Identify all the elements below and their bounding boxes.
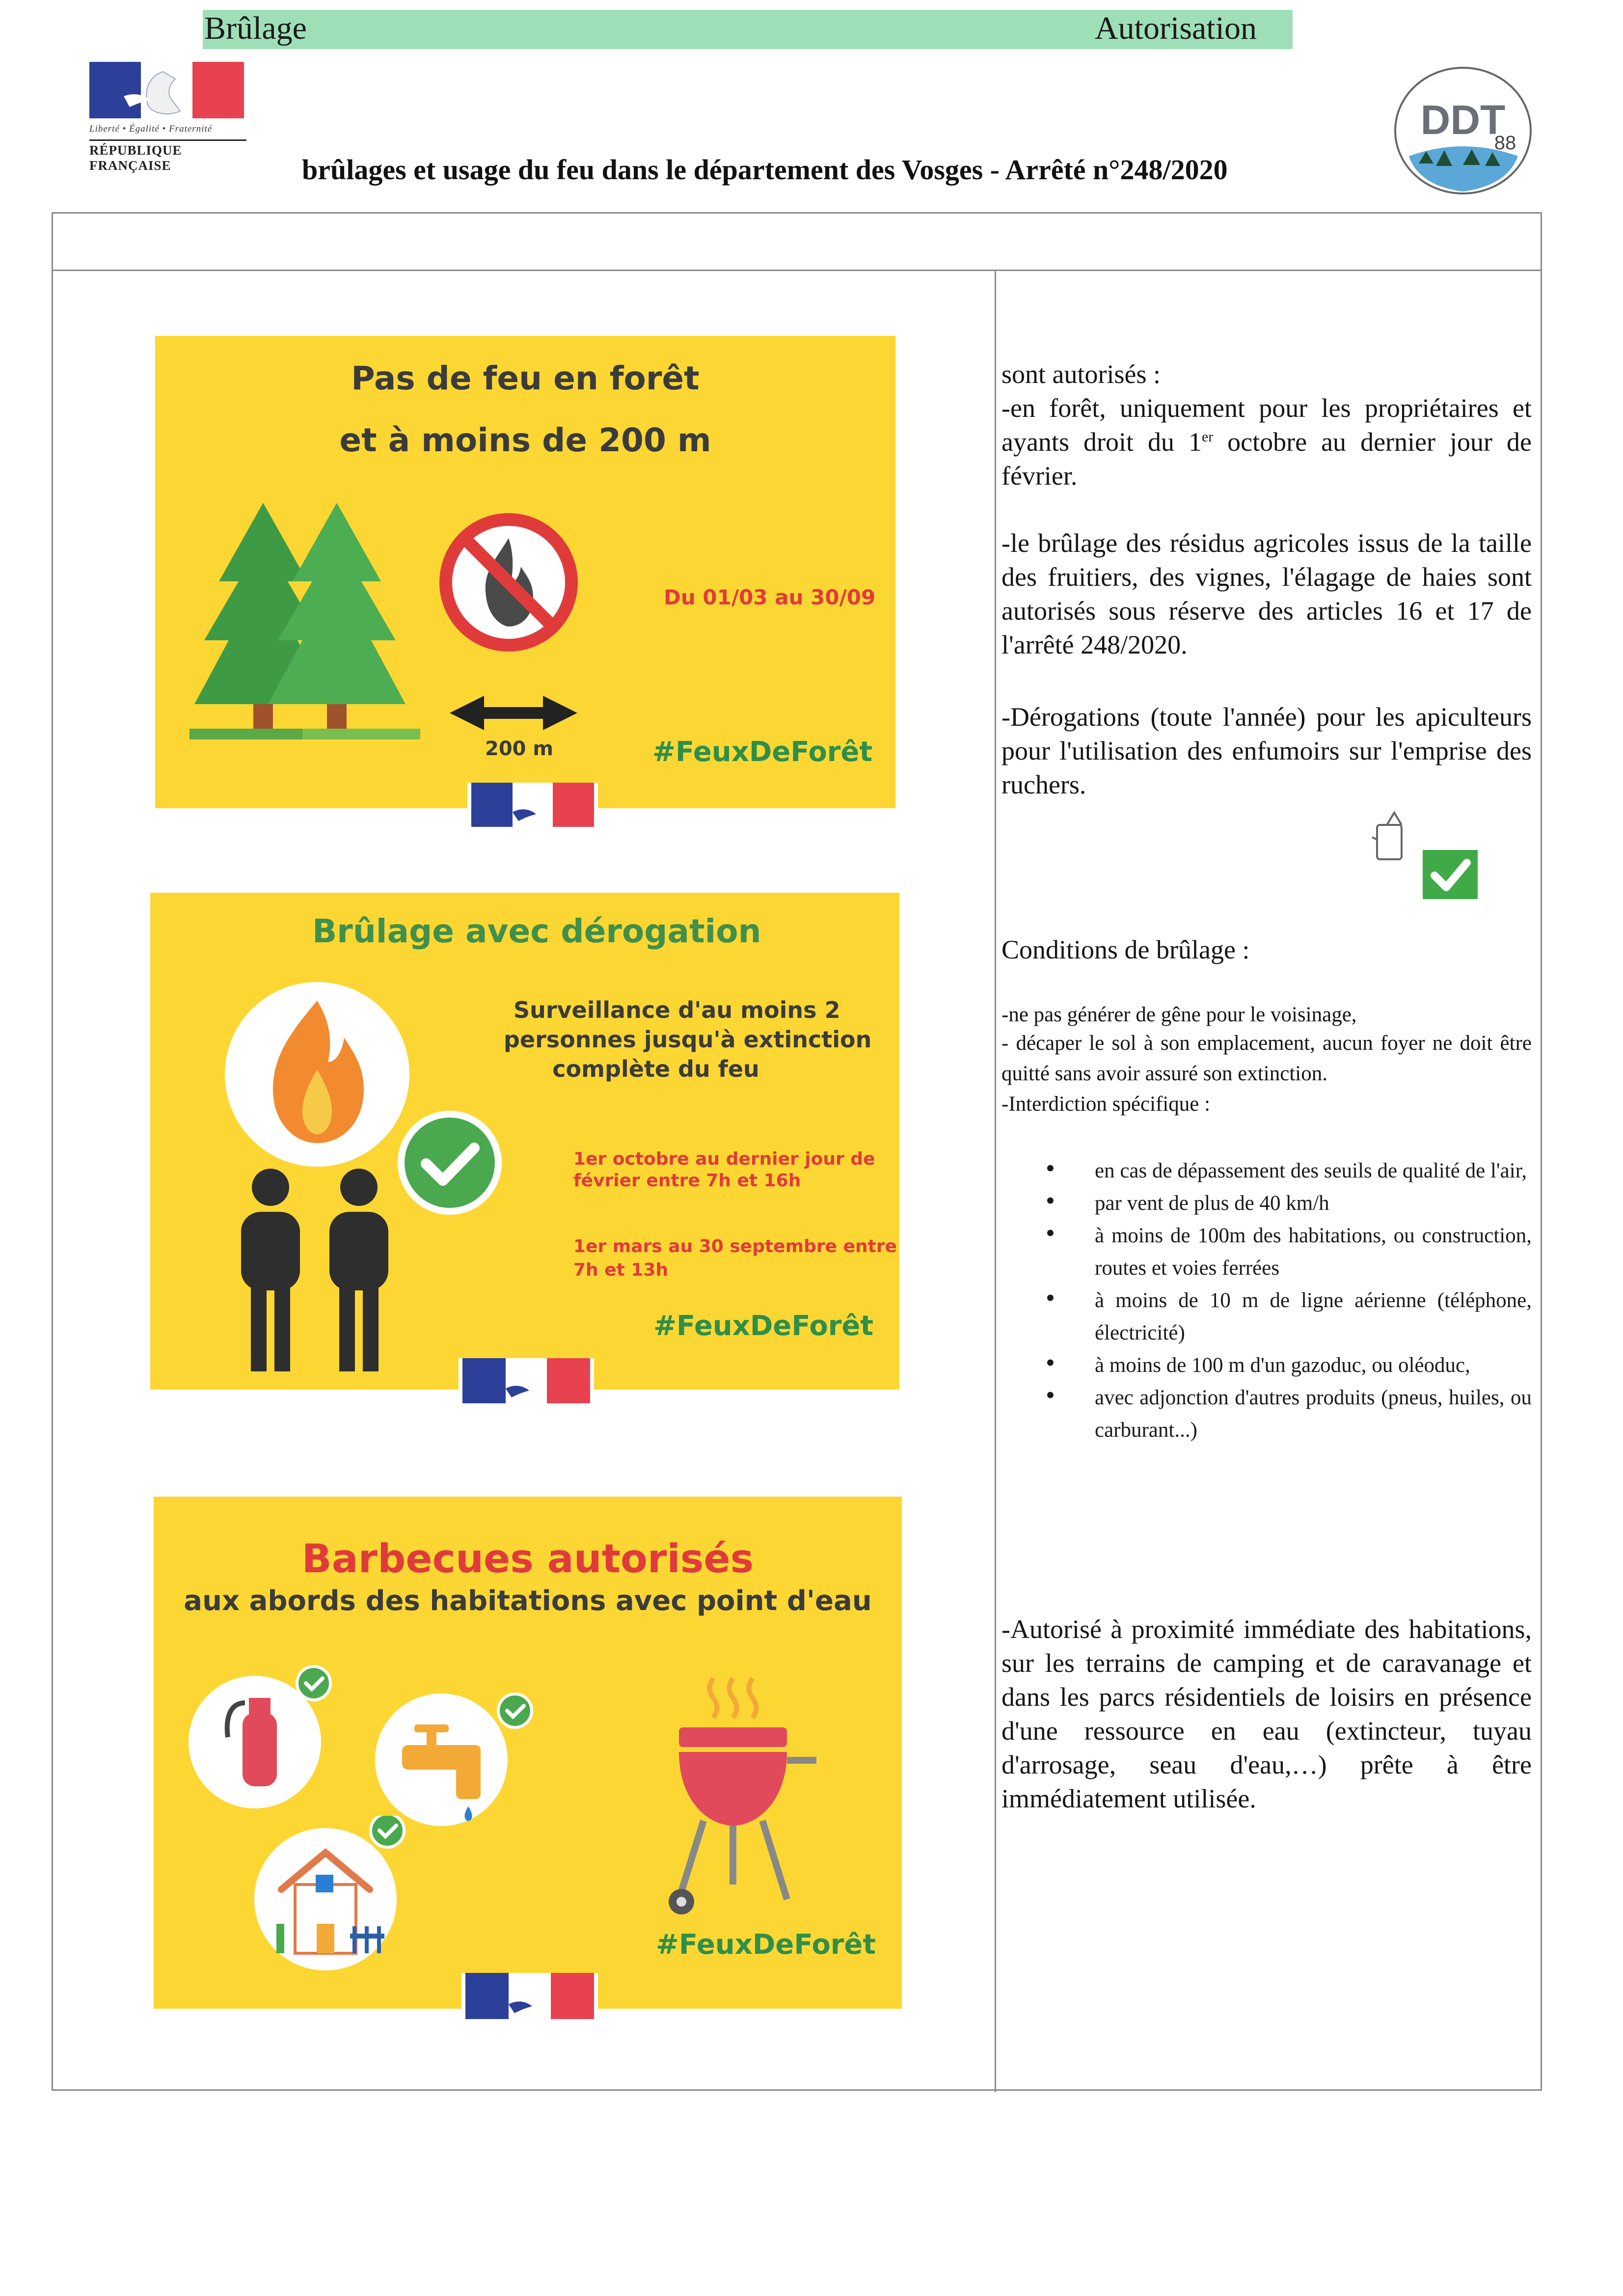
poster-forest-title-line1: Pas de feu en forêt: [351, 359, 700, 397]
poster-derogation-title: Brûlage avec dérogation: [312, 912, 761, 950]
ban-list: [1046, 1155, 1532, 1447]
agricultural-rule: -le brûlage des résidus agricoles issus de la taille des fruitiers, des vignes, l'élagage de haies sont autorisés sous réserve des articles 16 et 17 de l'arrêté 248/2020.: [1001, 528, 1532, 659]
condition-neighbourhood: -ne pas générer de gêne pour le voisinage,: [1001, 1003, 1357, 1026]
poster-barbecue: [154, 1497, 902, 2009]
table-divider-vertical: [995, 270, 996, 2092]
republic-name: RÉPUBLIQUE FRANÇAISE: [89, 139, 246, 173]
french-flag-icon: [467, 783, 598, 827]
barbecue-rule: -Autorisé à proximité immédiate des habitations, sur les terrains de camping et de caravanage et dans les parcs résidentiels de loisirs en présence d'une ressource en eau (extincteur, tuyau d'arrosage, seau d'eau,…) prête à être immédiatement utilisée.: [1001, 1614, 1532, 1813]
pine-trees-icon: [189, 498, 450, 743]
poster-forest-title-line2: et à moins de 200 m: [339, 421, 711, 459]
list-item: • par vent de plus de 40 km/h: [1046, 1187, 1532, 1220]
two-people-icon: [229, 1168, 406, 1374]
french-flag-icon: [459, 1358, 594, 1403]
republic-motto: Liberté • Égalité • Fraternité: [89, 124, 213, 134]
poster-forest-ban: [155, 336, 895, 808]
authorized-intro: sont autorisés :: [1001, 359, 1161, 389]
fire-icon: [224, 981, 410, 1168]
svg-text:DDT: DDT: [1420, 97, 1506, 143]
list-item: • en cas de dépassement des seuils de qualité de l'air,: [1046, 1155, 1532, 1187]
ddt88-logo: [1389, 63, 1537, 200]
check-icon: [1423, 850, 1478, 899]
list-item: • à moins de 100m des habitations, ou construction, routes et voies ferrées: [1046, 1220, 1532, 1285]
table-divider-horizontal: [53, 270, 1541, 271]
hashtag: #FeuxDeForêt: [656, 1929, 876, 1961]
column-header-brulage: Brûlage: [204, 10, 307, 46]
house-icon: [252, 1816, 419, 1973]
french-flag-icon: [461, 1973, 598, 2019]
poster-barbecue-subtitle: aux abords des habitations avec point d'eau: [184, 1585, 872, 1617]
column-header-autorisation: Autorisation: [1095, 10, 1257, 46]
barbecue-icon: [659, 1668, 816, 1924]
water-tap-icon: [373, 1681, 540, 1829]
period2-line2: 7h et 13h: [573, 1260, 669, 1280]
list-item: • avec adjonction d'autres produits (pneus, huiles, ou carburant...): [1046, 1382, 1532, 1447]
beekeeper-derogation: -Dérogations (toute l'année) pour les apiculteurs pour l'utilisation des enfumoirs sur l'emprise des ruchers.: [1001, 702, 1532, 799]
svg-text:88: 88: [1494, 132, 1516, 154]
hashtag: #FeuxDeForêt: [653, 1310, 874, 1342]
ban-period: Du 01/03 au 30/09: [664, 585, 876, 609]
page-title: brûlages et usage du feu dans le département des Vosges - Arrêté n°248/2020: [302, 154, 1228, 186]
period2-line1: 1er mars au 30 septembre entre: [573, 1236, 897, 1257]
conditions-title: Conditions de brûlage :: [1001, 935, 1250, 964]
poster-barbecue-title: Barbecues autorisés: [301, 1536, 754, 1582]
no-fire-icon: [435, 509, 582, 656]
surveillance-line2: personnes jusqu'à extinction: [504, 1026, 872, 1053]
hashtag: #FeuxDeForêt: [652, 736, 873, 768]
condition-specific-ban: -Interdiction spécifique :: [1001, 1093, 1211, 1116]
marianne-logo: [87, 60, 244, 173]
smoker-icon: [1372, 810, 1411, 863]
poster-derogation: [150, 893, 899, 1390]
period1-line1: 1er octobre au dernier jour de: [573, 1149, 875, 1169]
condition-soil: - décaper le sol à son emplacement, aucun foyer ne doit être quitté sans avoir assuré son extinction.: [1001, 1032, 1532, 1085]
period1-line2: février entre 7h et 16h: [573, 1171, 801, 1191]
french-flag-icon: [89, 62, 244, 118]
distance-label: 200 m: [485, 738, 554, 760]
forest-rule: -en forêt, uniquement pour les propriétaires et ayants droit du 1er octobre au dernier jour de février.: [1001, 393, 1532, 491]
check-icon: [396, 1109, 504, 1217]
list-item: • à moins de 10 m de ligne aérienne (téléphone, électricité): [1046, 1285, 1532, 1349]
list-item: • à moins de 100 m d'un gazoduc, ou oléoduc,: [1046, 1349, 1532, 1382]
surveillance-line1: Surveillance d'au moins 2: [514, 997, 840, 1023]
surveillance-line3: complète du feu: [552, 1056, 759, 1082]
distance-arrow-icon: [450, 693, 577, 733]
extinguisher-icon: [186, 1664, 333, 1811]
